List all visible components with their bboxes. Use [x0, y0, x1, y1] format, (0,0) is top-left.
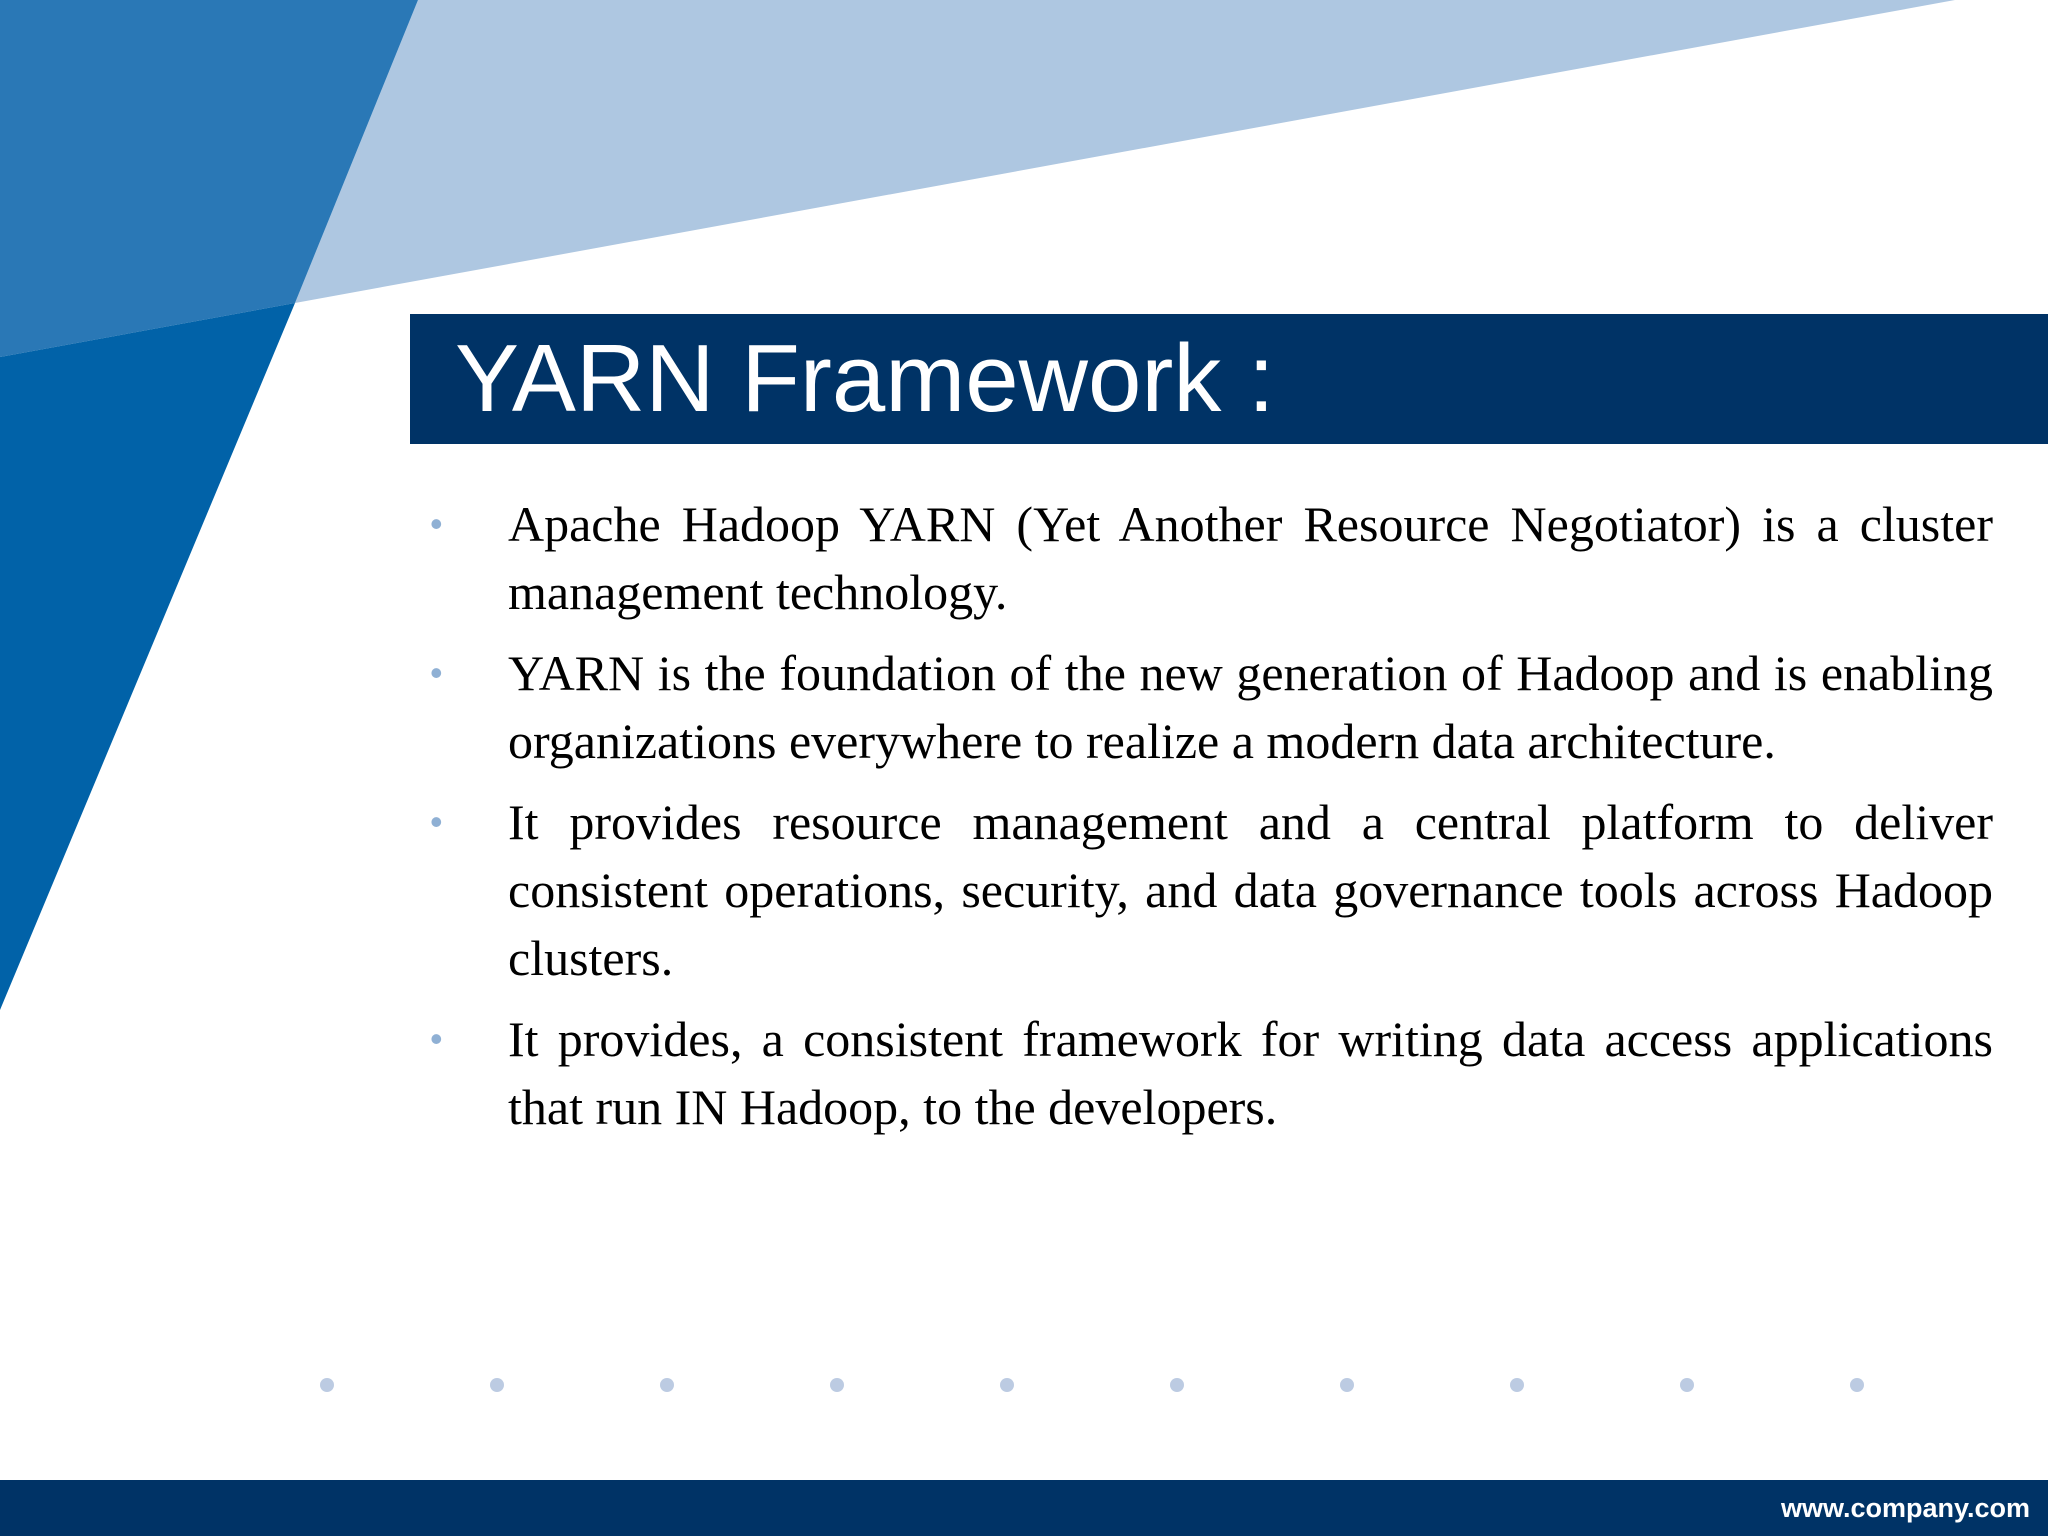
slide-title: YARN Framework :	[455, 325, 1275, 432]
bullet-text: YARN is the foundation of the new generation of Hadoop and is enabling organizations everywhere to realize a modern data architecture.	[508, 645, 1993, 769]
dark-blue-panel	[0, 303, 295, 1010]
bullet-list	[430, 490, 1993, 1154]
title-bar	[410, 314, 2048, 444]
decorative-dot	[1850, 1378, 1864, 1392]
decorative-dot	[1340, 1378, 1354, 1392]
bullet-text: Apache Hadoop YARN (Yet Another Resource Negotiator) is a cluster management technology.	[508, 496, 1993, 620]
decorative-dot	[1680, 1378, 1694, 1392]
footer-url: www.company.com	[1780, 1493, 2030, 1523]
bullet-text: It provides, a consistent framework for writing data access applications that run IN Hadoop, to the developers.	[508, 1011, 1993, 1135]
decorative-dot	[660, 1378, 674, 1392]
decorative-dot	[1170, 1378, 1184, 1392]
bullet-marker: •	[430, 1018, 443, 1059]
list-item	[430, 788, 1993, 992]
decorative-dot	[830, 1378, 844, 1392]
list-item	[430, 639, 1993, 775]
bullet-marker: •	[430, 801, 443, 842]
decorative-dot	[320, 1378, 334, 1392]
bullet-text: It provides resource management and a central platform to deliver consistent operations, security, and data governance tools across Hadoop clusters.	[508, 794, 1993, 986]
footer-bar	[0, 1480, 2048, 1536]
light-blue-wedge	[295, 0, 1955, 303]
list-item	[430, 1005, 1993, 1141]
decorative-dot	[1510, 1378, 1524, 1392]
bullet-marker: •	[430, 503, 443, 544]
decorative-dot	[490, 1378, 504, 1392]
bullet-marker: •	[430, 652, 443, 693]
list-item	[430, 490, 1993, 626]
decorative-dot	[1000, 1378, 1014, 1392]
decorative-dots-row	[320, 1378, 1870, 1394]
